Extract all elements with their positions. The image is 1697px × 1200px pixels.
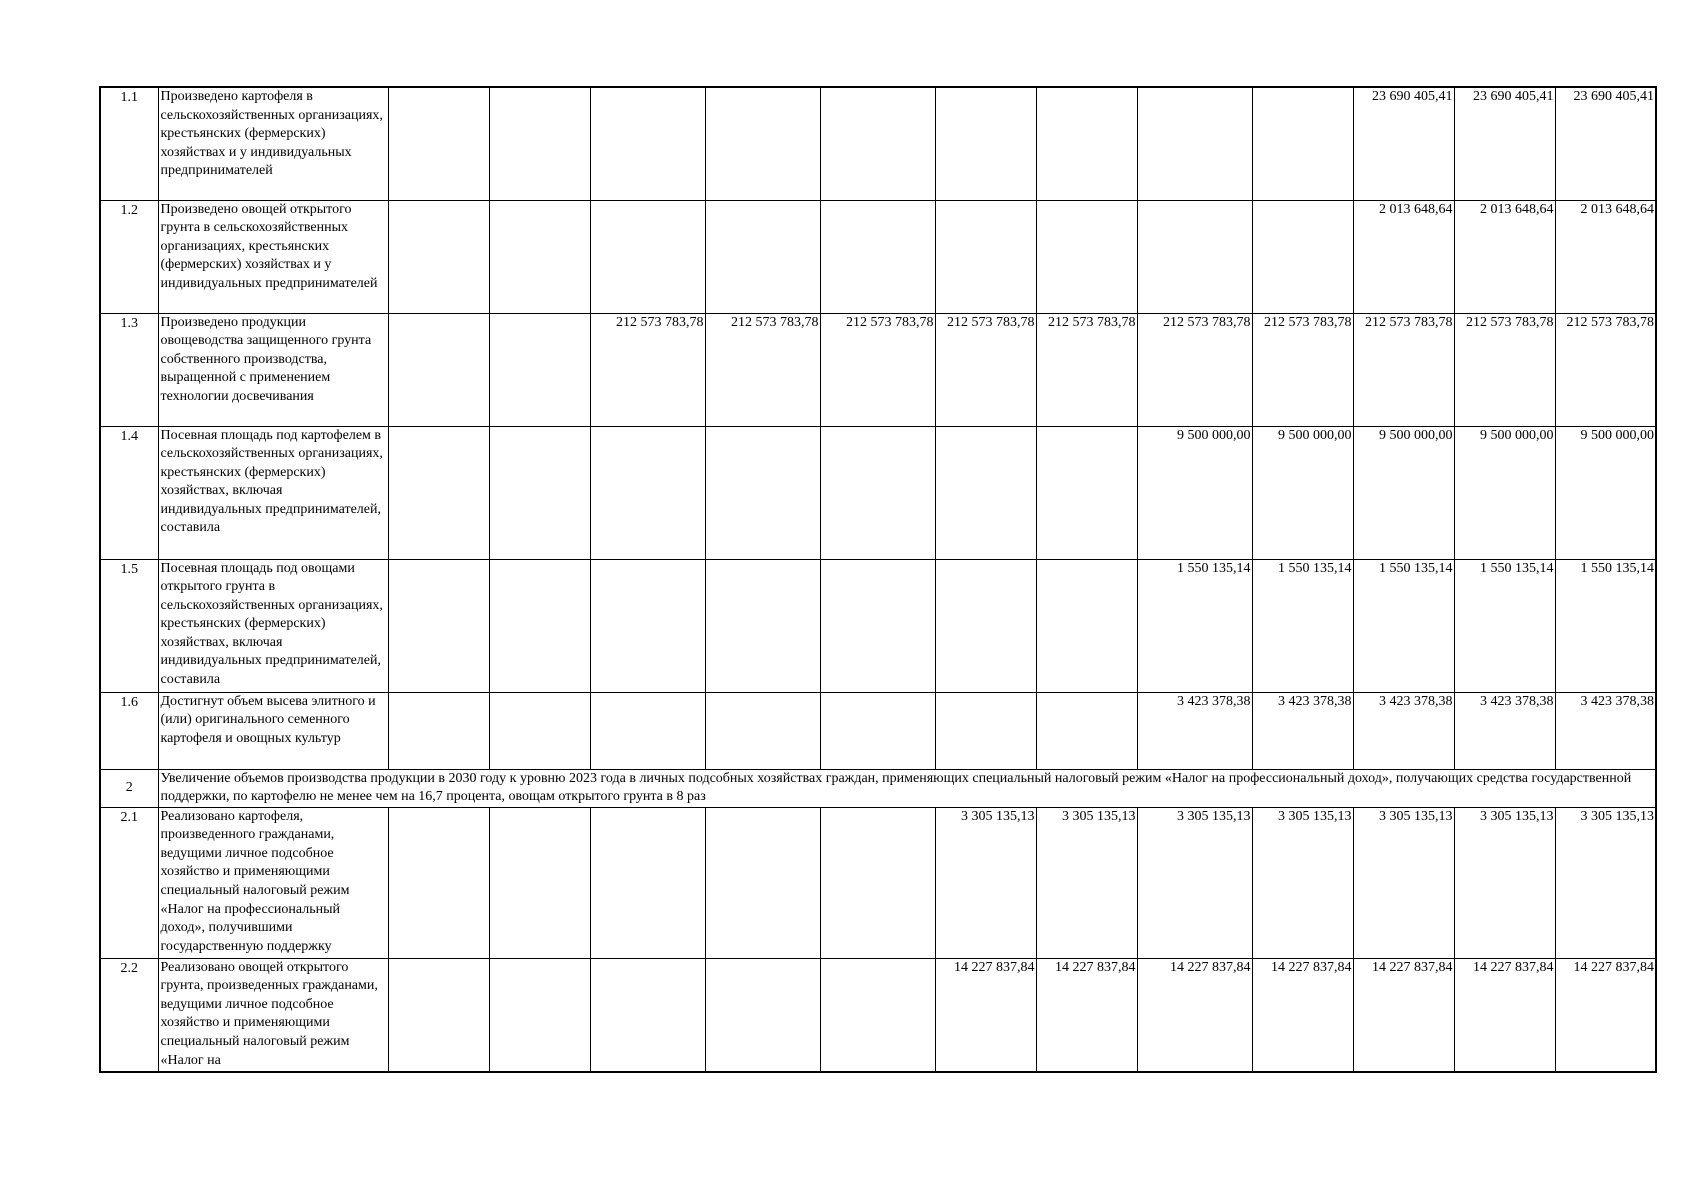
- value-cell: [705, 87, 820, 200]
- value-cell: 3 305 135,13: [1252, 807, 1353, 958]
- value-cell: [489, 200, 590, 313]
- value-cell: [388, 313, 489, 426]
- value-cell: [1137, 87, 1252, 200]
- value-cell: 23 690 405,41: [1353, 87, 1454, 200]
- row-number: 1.6: [100, 692, 158, 769]
- row-number: 1.5: [100, 559, 158, 692]
- value-cell: 212 573 783,78: [1353, 313, 1454, 426]
- value-cell: 14 227 837,84: [1036, 958, 1137, 1072]
- value-cell: [590, 807, 705, 958]
- value-cell: [705, 807, 820, 958]
- value-cell: 212 573 783,78: [1454, 313, 1555, 426]
- value-cell: 212 573 783,78: [590, 313, 705, 426]
- value-cell: [489, 426, 590, 559]
- value-cell: [590, 200, 705, 313]
- value-cell: [820, 692, 935, 769]
- value-cell: [935, 692, 1036, 769]
- value-cell: 212 573 783,78: [820, 313, 935, 426]
- value-cell: [489, 313, 590, 426]
- table-row: [100, 958, 1656, 1072]
- value-cell: [820, 958, 935, 1072]
- table-row: [100, 692, 1656, 769]
- value-cell: 3 305 135,13: [1454, 807, 1555, 958]
- value-cell: [590, 692, 705, 769]
- value-cell: [388, 87, 489, 200]
- value-cell: 2 013 648,64: [1555, 200, 1656, 313]
- row-number: 2.2: [100, 958, 158, 1072]
- row-number: 1.2: [100, 200, 158, 313]
- value-cell: 3 305 135,13: [1036, 807, 1137, 958]
- indicator-name: Произведено продукции овощеводства защищенного грунта собственного производства, выращенной с применением технологии досвечивания: [158, 313, 388, 426]
- value-cell: [590, 559, 705, 692]
- value-cell: 3 423 378,38: [1252, 692, 1353, 769]
- value-cell: 1 550 135,14: [1137, 559, 1252, 692]
- value-cell: [820, 559, 935, 692]
- value-cell: [935, 559, 1036, 692]
- value-cell: [705, 692, 820, 769]
- value-cell: [388, 958, 489, 1072]
- value-cell: 9 500 000,00: [1555, 426, 1656, 559]
- value-cell: [388, 807, 489, 958]
- table-row: [100, 200, 1656, 313]
- value-cell: 1 550 135,14: [1454, 559, 1555, 692]
- table-row: [100, 559, 1656, 692]
- value-cell: [820, 200, 935, 313]
- table-row: [100, 426, 1656, 559]
- value-cell: [1036, 559, 1137, 692]
- value-cell: 1 550 135,14: [1252, 559, 1353, 692]
- value-cell: [590, 958, 705, 1072]
- indicator-name: Посевная площадь под картофелем в сельскохозяйственных организациях, крестьянских (фермерских) хозяйствах, включая индивидуальных предпринимателей, составила: [158, 426, 388, 559]
- value-cell: [489, 807, 590, 958]
- value-cell: 14 227 837,84: [1252, 958, 1353, 1072]
- value-cell: [705, 559, 820, 692]
- value-cell: [705, 200, 820, 313]
- value-cell: 212 573 783,78: [1252, 313, 1353, 426]
- indicator-name: Реализовано овощей открытого грунта, произведенных гражданами, ведущими личное подсобное хозяйство и применяющими специальный налоговый режим «Налог на: [158, 958, 388, 1072]
- value-cell: [1137, 200, 1252, 313]
- value-cell: [935, 200, 1036, 313]
- value-cell: 1 550 135,14: [1353, 559, 1454, 692]
- value-cell: 3 423 378,38: [1137, 692, 1252, 769]
- value-cell: 9 500 000,00: [1353, 426, 1454, 559]
- value-cell: [388, 559, 489, 692]
- value-cell: 3 305 135,13: [1353, 807, 1454, 958]
- value-cell: 23 690 405,41: [1555, 87, 1656, 200]
- value-cell: [489, 692, 590, 769]
- value-cell: [590, 87, 705, 200]
- value-cell: [705, 958, 820, 1072]
- value-cell: [1036, 426, 1137, 559]
- value-cell: [1252, 87, 1353, 200]
- row-number: 1.1: [100, 87, 158, 200]
- value-cell: [935, 87, 1036, 200]
- row-number: 2: [100, 769, 158, 807]
- value-cell: 9 500 000,00: [1454, 426, 1555, 559]
- value-cell: 3 423 378,38: [1555, 692, 1656, 769]
- value-cell: 14 227 837,84: [1137, 958, 1252, 1072]
- value-cell: 23 690 405,41: [1454, 87, 1555, 200]
- value-cell: 2 013 648,64: [1454, 200, 1555, 313]
- value-cell: [820, 87, 935, 200]
- value-cell: 3 305 135,13: [1555, 807, 1656, 958]
- value-cell: 3 423 378,38: [1353, 692, 1454, 769]
- indicator-name: Достигнут объем высева элитного и (или) оригинального семенного картофеля и овощных культур: [158, 692, 388, 769]
- value-cell: 212 573 783,78: [1137, 313, 1252, 426]
- value-cell: 212 573 783,78: [705, 313, 820, 426]
- value-cell: 9 500 000,00: [1252, 426, 1353, 559]
- value-cell: 212 573 783,78: [1036, 313, 1137, 426]
- value-cell: 14 227 837,84: [935, 958, 1036, 1072]
- indicator-name: Посевная площадь под овощами открытого грунта в сельскохозяйственных организациях, крестьянских (фермерских) хозяйствах, включая индивидуальных предпринимателей, составила: [158, 559, 388, 692]
- indicator-name: Произведено картофеля в сельскохозяйственных организациях, крестьянских (фермерских) хозяйствах и у индивидуальных предпринимателей: [158, 87, 388, 200]
- value-cell: [489, 559, 590, 692]
- value-cell: 212 573 783,78: [935, 313, 1036, 426]
- value-cell: [388, 692, 489, 769]
- section-title: Увеличение объемов производства продукции в 2030 году к уровню 2023 года в личных подсобных хозяйствах граждан, применяющих специальный налоговый режим «Налог на профессиональный доход», получающих средства государственной поддержки, по картофелю не менее чем на 16,7 процента, овощам открытого грунта в 8 раз: [158, 769, 1656, 807]
- value-cell: [935, 426, 1036, 559]
- table-row: [100, 313, 1656, 426]
- value-cell: [388, 426, 489, 559]
- value-cell: [705, 426, 820, 559]
- value-cell: 14 227 837,84: [1353, 958, 1454, 1072]
- value-cell: [1036, 200, 1137, 313]
- section-row: [100, 769, 1656, 807]
- table-row: [100, 87, 1656, 200]
- value-cell: [1036, 692, 1137, 769]
- value-cell: 3 305 135,13: [1137, 807, 1252, 958]
- value-cell: [388, 200, 489, 313]
- value-cell: 1 550 135,14: [1555, 559, 1656, 692]
- value-cell: 3 305 135,13: [935, 807, 1036, 958]
- value-cell: [1036, 87, 1137, 200]
- value-cell: [820, 807, 935, 958]
- row-number: 1.4: [100, 426, 158, 559]
- value-cell: [1252, 200, 1353, 313]
- value-cell: [489, 87, 590, 200]
- value-cell: [820, 426, 935, 559]
- indicator-table: [99, 86, 1657, 1073]
- value-cell: 212 573 783,78: [1555, 313, 1656, 426]
- table-row: [100, 807, 1656, 958]
- indicator-name: Произведено овощей открытого грунта в сельскохозяйственных организациях, крестьянских (фермерских) хозяйствах и у индивидуальных предпринимателей: [158, 200, 388, 313]
- value-cell: 9 500 000,00: [1137, 426, 1252, 559]
- value-cell: 3 423 378,38: [1454, 692, 1555, 769]
- indicator-name: Реализовано картофеля, произведенного гражданами, ведущими личное подсобное хозяйство и применяющими специальный налоговый режим «Налог на профессиональный доход», получившими государственную поддержку: [158, 807, 388, 958]
- value-cell: 14 227 837,84: [1555, 958, 1656, 1072]
- value-cell: 2 013 648,64: [1353, 200, 1454, 313]
- row-number: 2.1: [100, 807, 158, 958]
- row-number: 1.3: [100, 313, 158, 426]
- value-cell: 14 227 837,84: [1454, 958, 1555, 1072]
- value-cell: [489, 958, 590, 1072]
- value-cell: [590, 426, 705, 559]
